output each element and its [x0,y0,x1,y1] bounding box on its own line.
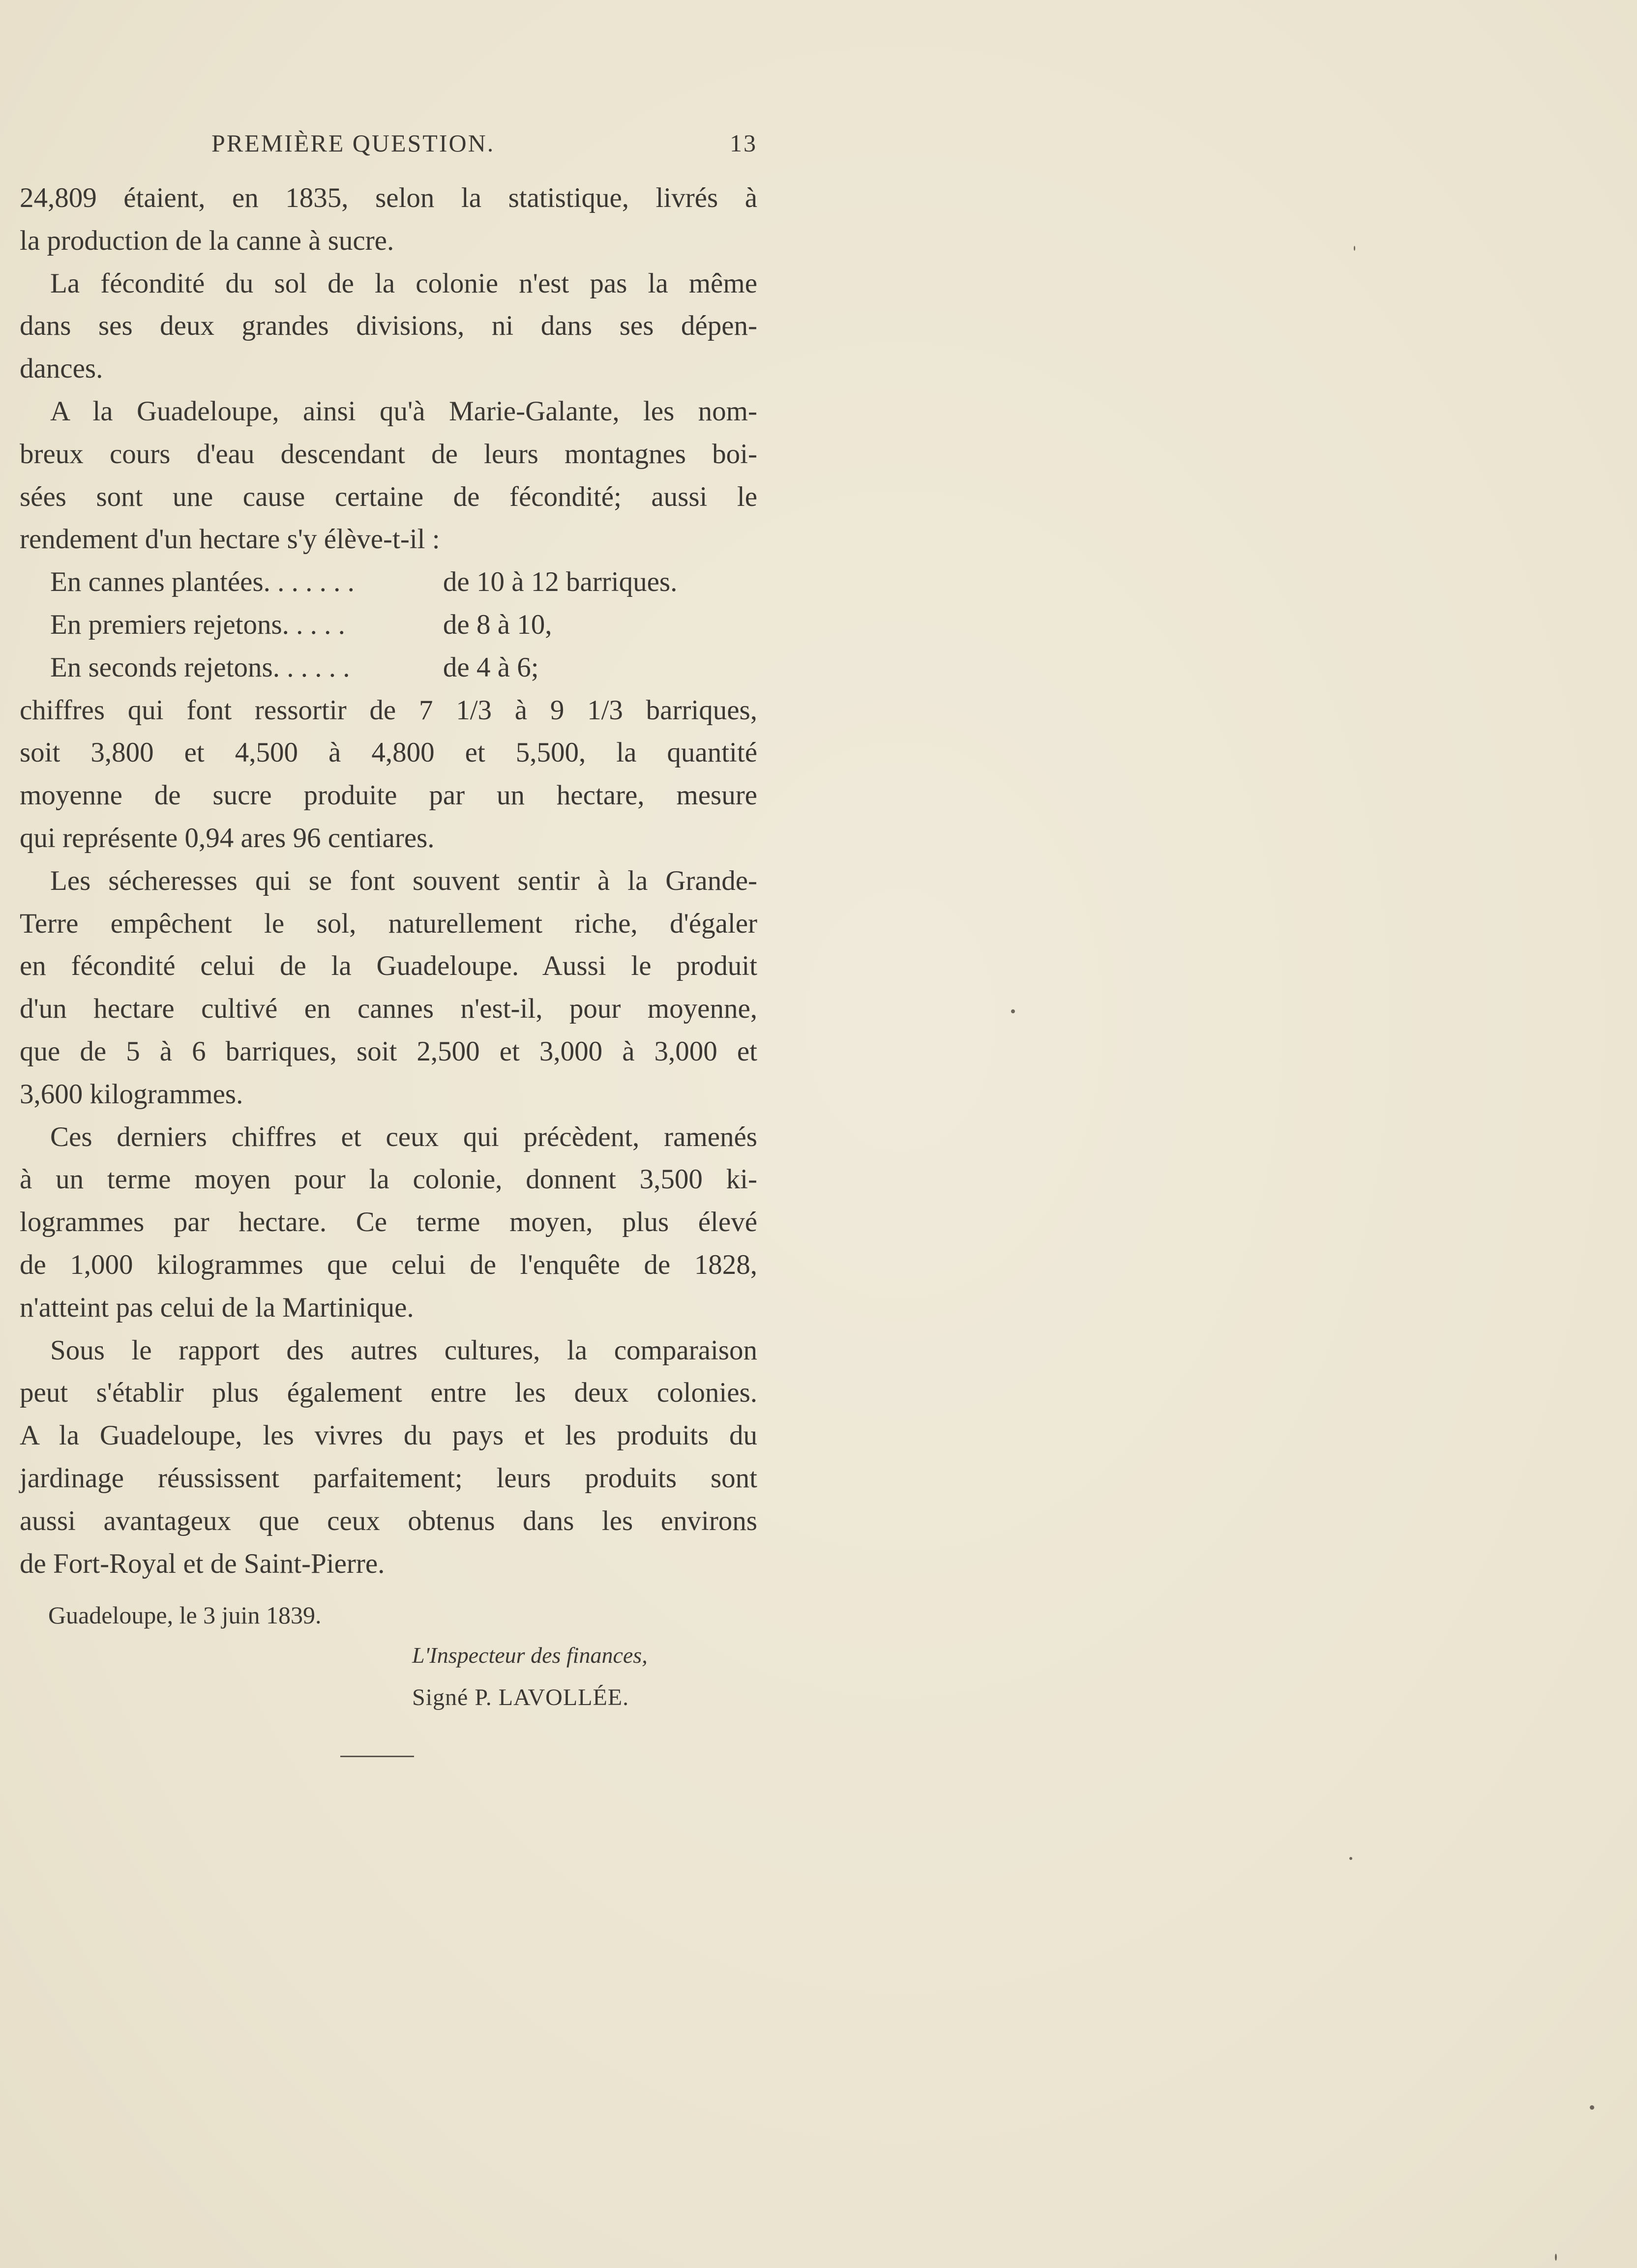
end-rule [340,1756,414,1757]
signature-title: L'Inspecteur des finances, [412,1643,648,1668]
yield-value: de 4 à 6; [443,651,539,683]
text-line: breux cours d'eau descendant de leurs montagnes boi- [20,438,757,470]
body-text [20,177,757,1585]
page-number: 13 [730,129,757,157]
text-line: logrammes par hectare. Ce terme moyen, plus élevé [20,1207,757,1238]
text-line: dances. [20,353,103,384]
text-line: en fécondité celui de la Guadeloupe. Aussi le produit [20,950,757,982]
text-line: que de 5 à 6 barriques, soit 2,500 et 3,000 à 3,000 et [20,1035,757,1067]
text-line: d'un hectare cultivé en cannes n'est-il, pour moyenne, [20,993,757,1025]
yield-value: de 8 à 10, [443,609,552,640]
paper-speck [1354,246,1355,251]
text-line: chiffres qui font ressortir de 7 1/3 à 9 1/3 barriques, [20,694,757,726]
paper-speck [1011,1009,1015,1013]
text-line: n'atteint pas celui de la Martinique. [20,1292,414,1323]
running-title: PREMIÈRE QUESTION. [211,129,495,157]
text-line: soit 3,800 et 4,500 à 4,800 et 5,500, la quantité [20,737,757,768]
page-header [211,129,757,163]
text-line: la production de la canne à sucre. [20,225,394,256]
text-line: de Fort-Royal et de Saint-Pierre. [20,1548,385,1579]
text-line: La fécondité du sol de la colonie n'est pas la même [50,267,757,299]
text-line: sées sont une cause certaine de fécondité; aussi le [20,481,757,512]
text-line: Ces derniers chiffres et ceux qui précèdent, ramenés [50,1121,757,1152]
yield-label: En cannes plantées. . . . . . . [50,566,355,598]
text-line: Sous le rapport des autres cultures, la comparaison [50,1334,757,1366]
signature-name: Signé P. LAVOLLÉE. [412,1684,629,1710]
text-line: Terre empêchent le sol, naturellement riche, d'égaler [20,908,757,939]
text-line: de 1,000 kilogrammes que celui de l'enquête de 1828, [20,1249,757,1280]
text-line: moyenne de sucre produite par un hectare, mesure [20,780,757,811]
text-line: à un terme moyen pour la colonie, donnent 3,500 ki- [20,1164,757,1195]
text-line: dans ses deux grandes divisions, ni dans ses dépen- [20,310,757,342]
text-line: 24,809 étaient, en 1835, selon la statistique, livrés à [20,182,757,213]
text-line: jardinage réussissent parfaitement; leurs produits sont [20,1462,757,1494]
paper-speck [1349,1857,1352,1860]
yield-row [20,561,757,604]
yield-row [20,647,757,689]
signoff-date: Guadeloupe, le 3 juin 1839. [48,1601,322,1629]
paper-speck [1590,2105,1594,2110]
text-line: rendement d'un hectare s'y élève-t-il : [20,524,440,555]
yield-row [20,604,757,647]
paper-speck [1555,2254,1557,2261]
text-line: 3,600 kilogrammes. [20,1078,243,1110]
yield-value: de 10 à 12 barriques. [443,566,678,598]
text-line: peut s'établir plus également entre les deux colonies. [20,1377,757,1409]
text-line: aussi avantageux que ceux obtenus dans les environs [20,1505,757,1536]
text-line: Les sécheresses qui se font souvent sentir à la Grande- [50,865,757,896]
yield-label: En premiers rejetons. . . . . [50,609,345,640]
text-line: A la Guadeloupe, ainsi qu'à Marie-Galante, les nom- [50,395,757,427]
yield-label: En seconds rejetons. . . . . . [50,651,350,683]
text-line: A la Guadeloupe, les vivres du pays et les produits du [20,1420,757,1451]
text-line: qui représente 0,94 ares 96 centiares. [20,822,435,854]
